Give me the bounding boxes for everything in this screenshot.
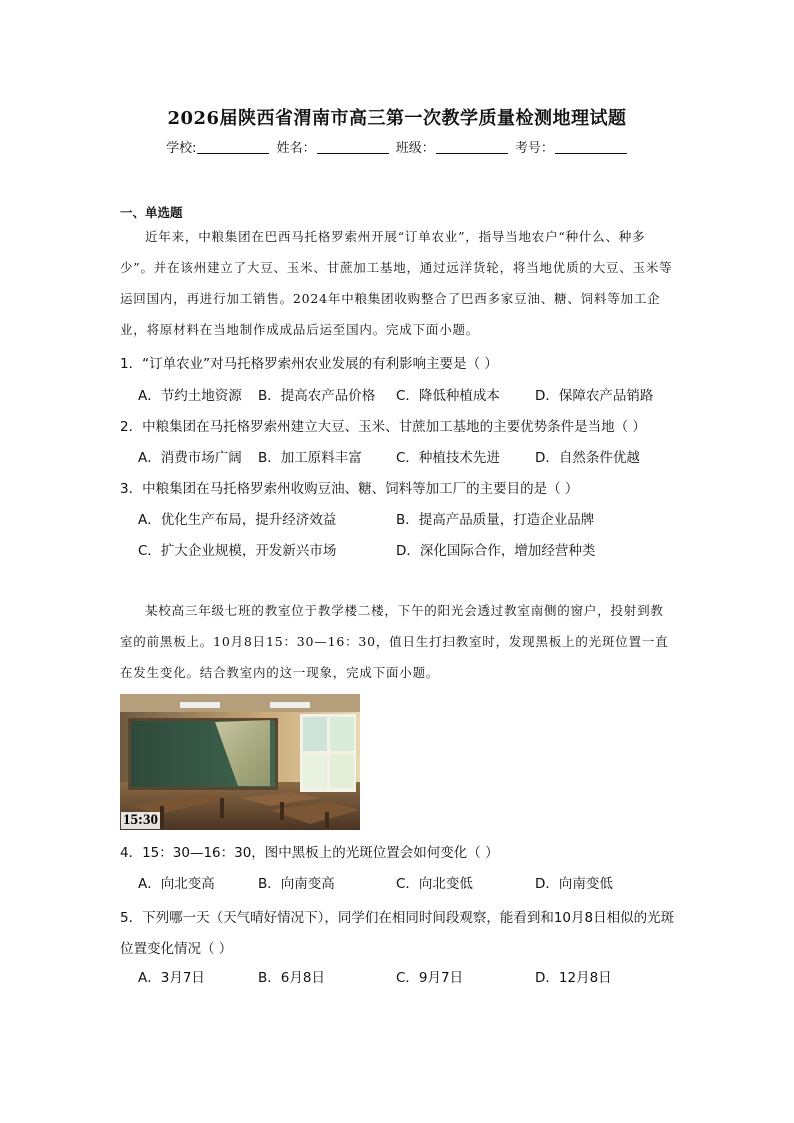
exam-number-blank (555, 141, 627, 154)
question-1-option-b[interactable]: B．提高农产品价格 (258, 388, 376, 404)
question-2-options (138, 446, 698, 466)
class-label: 班级： (395, 141, 435, 156)
question-3-option-a[interactable]: A．优化生产布局，提升经济效益 (138, 512, 337, 528)
question-3-option-c[interactable]: C．扩大企业规模，开发新兴市场 (138, 543, 337, 559)
question-3-stem: 3．中粮集团在马托格罗索州收购豆油、糖、饲料等加工厂的主要目的是（ ） (120, 481, 579, 497)
question-4-option-c[interactable]: C．向北变低 (396, 876, 473, 892)
question-1-option-c[interactable]: C．降低种植成本 (396, 388, 500, 404)
exam-number-label: 考号： (514, 141, 554, 156)
page-title: 2026届陕西省渭南市高三第一次教学质量检测地理试题 (167, 108, 627, 129)
passage-2: 某校高三年级七班的教室位于教学楼二楼，下午的阳光会透过教室南侧的窗户，投射到教室的前黑板上。10月8日15：30—16：30，值日生打扫教室时，发现黑板上的光斑位置一直在发生变化。结合教室内的这一现象，完成下面小题。 (120, 603, 669, 680)
classroom-illustration (120, 694, 360, 830)
class-blank (436, 141, 508, 154)
question-1-option-a[interactable]: A．节约土地资源 (138, 388, 242, 404)
question-4-option-a[interactable]: A．向北变高 (138, 876, 215, 892)
question-4-option-b[interactable]: B．向南变高 (258, 876, 335, 892)
question-1-stem: 1．“订单农业”对马托格罗索州农业发展的有利影响主要是（ ） (120, 356, 498, 372)
question-2-option-a[interactable]: A．消费市场广阔 (138, 450, 242, 466)
question-5-option-b[interactable]: B．6月8日 (258, 970, 325, 986)
classroom-photo (120, 694, 360, 830)
question-2-option-b[interactable]: B．加工原料丰富 (258, 450, 362, 466)
question-2-option-c[interactable]: C．种植技术先进 (396, 450, 500, 466)
name-label: 姓名： (276, 141, 316, 156)
question-3-option-b[interactable]: B．提高产品质量，打造企业品牌 (396, 512, 595, 528)
question-2-option-d[interactable]: D．自然条件优越 (535, 450, 640, 466)
question-3-options-row-2 (138, 539, 698, 559)
question-2-stem: 2．中粮集团在马托格罗索州建立大豆、玉米、甘蔗加工基地的主要优势条件是当地（ ） (120, 419, 646, 435)
photo-time-label: 15:30 (123, 812, 158, 828)
question-1-options (138, 384, 698, 404)
student-info-line (0, 137, 794, 156)
question-5-option-d[interactable]: D．12月8日 (535, 970, 612, 986)
question-5-options (138, 966, 698, 986)
question-4-stem: 4．15：30—16：30，图中黑板上的光斑位置会如何变化（ ） (120, 845, 499, 861)
question-1-option-d[interactable]: D．保障农产品销路 (535, 388, 654, 404)
school-label: 学校: (166, 141, 197, 156)
question-5-option-c[interactable]: C．9月7日 (396, 970, 464, 986)
question-5-stem: 5．下列哪一天（天气晴好情况下），同学们在相同时间段观察，能看到和10月8日相似的光斑位置变化情况（ ） (120, 910, 675, 957)
question-4-option-d[interactable]: D．向南变低 (535, 876, 613, 892)
school-blank (197, 141, 269, 154)
question-3-options-row-1 (138, 508, 698, 528)
question-3-option-d[interactable]: D．深化国际合作，增加经营种类 (396, 543, 596, 559)
name-blank (317, 141, 389, 154)
section-heading: 一、单选题 (120, 205, 183, 220)
question-5-option-a[interactable]: A．3月7日 (138, 970, 205, 986)
passage-1: 近年来，中粮集团在巴西马托格罗索州开展“订单农业”，指导当地农户“种什么、种多少”。并在该州建立了大豆、玉米、甘蔗加工基地，通过远洋货轮，将当地优质的大豆、玉米等运回国内，再进行加工销售。2024年中粮集团收购整合了巴西多家豆油、糖、饲料等加工企业，将原材料在当地制作成成品后运至国内。完成下面小题。 (120, 229, 673, 337)
question-4-options (138, 872, 698, 892)
